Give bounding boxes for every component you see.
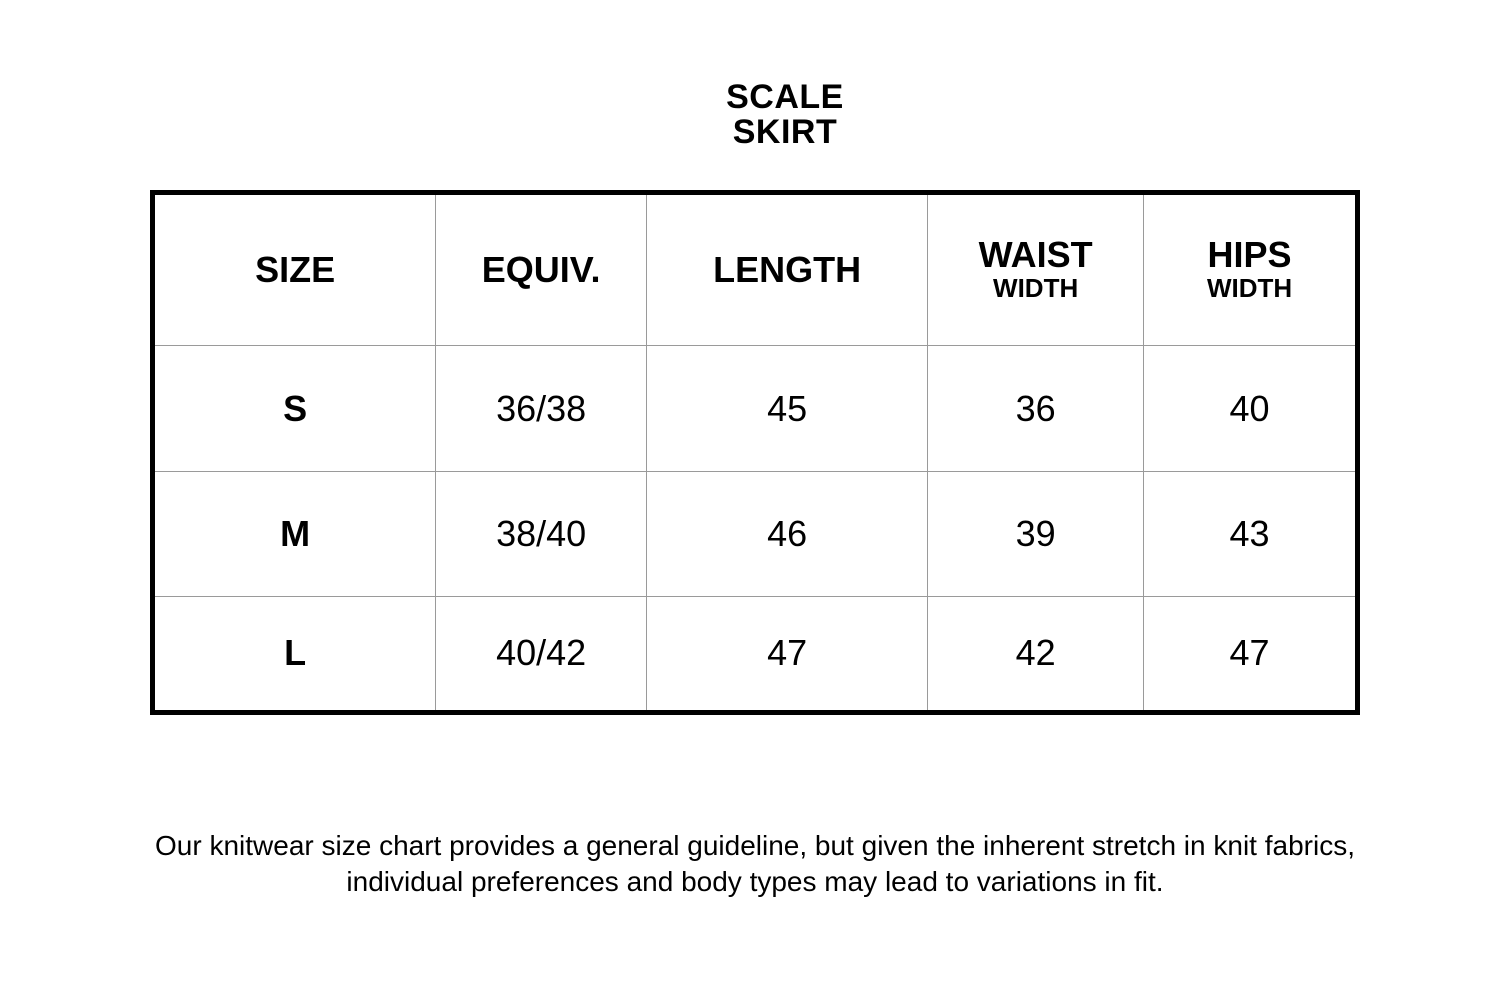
table-header-row [153,193,1358,346]
table-row [153,471,1358,596]
fit-disclaimer-line-2: individual preferences and body types may lead to variations in fit. [346,866,1164,897]
cell-waist: 39 [928,471,1144,596]
cell-hips: 47 [1144,596,1358,712]
table-row [153,346,1358,471]
header-length-label: LENGTH [713,249,862,291]
cell-hips: 40 [1144,346,1358,471]
header-waist [928,193,1144,346]
cell-equiv: 38/40 [436,471,647,596]
cell-size: L [153,596,436,712]
size-chart-table [150,190,1360,715]
header-equiv-label: EQUIV. [481,249,601,291]
header-waist-sublabel: WIDTH [993,273,1079,304]
header-length [647,193,928,346]
header-hips [1144,193,1358,346]
header-equiv [436,193,647,346]
cell-waist: 42 [928,596,1144,712]
cell-length: 47 [647,596,928,712]
header-size [153,193,436,346]
header-hips-sublabel: WIDTH [1206,273,1293,304]
cell-hips: 43 [1144,471,1358,596]
header-hips-label: HIPS [1207,234,1292,276]
cell-equiv: 40/42 [436,596,647,712]
table-row [153,596,1358,712]
fit-disclaimer-line-1: Our knitwear size chart provides a general guideline, but given the inherent stretch in knit fabrics, [155,830,1355,861]
cell-size: M [153,471,436,596]
product-title-line-2: SKIRT [732,113,838,151]
header-size-label: SIZE [255,249,336,291]
cell-equiv: 36/38 [436,346,647,471]
product-title-line-1: SCALE [726,78,844,116]
cell-size: S [153,346,436,471]
cell-waist: 36 [928,346,1144,471]
cell-length: 45 [647,346,928,471]
fit-disclaimer [0,828,1510,900]
header-waist-label: WAIST [978,234,1093,276]
cell-length: 46 [647,471,928,596]
